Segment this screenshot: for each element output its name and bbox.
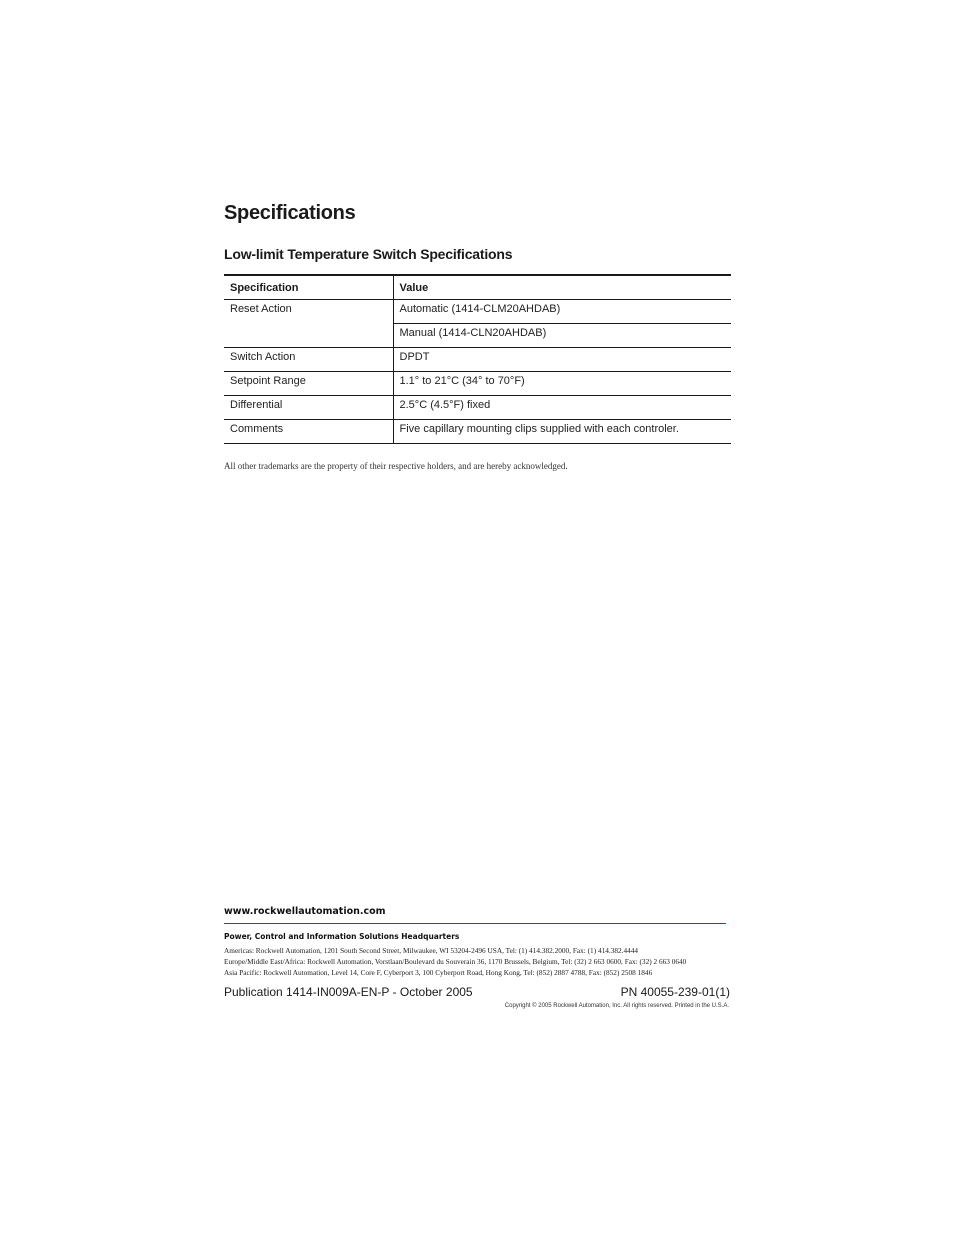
table-row bbox=[224, 372, 731, 396]
table-row bbox=[224, 396, 731, 420]
headquarters-title: Power, Control and Information Solutions Headquarters bbox=[224, 932, 460, 941]
value-cell: Manual (1414-CLN20AHDAB) bbox=[393, 324, 731, 348]
table-row bbox=[224, 348, 731, 372]
spec-table bbox=[224, 274, 731, 444]
footer-url-link[interactable]: www.rockwellautomation.com bbox=[224, 906, 386, 917]
spec-cell: Differential bbox=[224, 396, 393, 420]
copyright-notice: Copyright © 2005 Rockwell Automation, Inc. All rights reserved. Printed in the U.S.A. bbox=[504, 1003, 729, 1009]
column-header-specification: Specification bbox=[224, 275, 393, 300]
table-row bbox=[224, 420, 731, 444]
section-title: Low-limit Temperature Switch Specifications bbox=[224, 246, 513, 262]
page-title: Specifications bbox=[224, 202, 356, 224]
column-header-value: Value bbox=[393, 275, 731, 300]
spec-cell: Reset Action bbox=[224, 300, 393, 348]
spec-cell: Setpoint Range bbox=[224, 372, 393, 396]
value-cell: 2.5°C (4.5°F) fixed bbox=[393, 396, 731, 420]
address-asia-pacific: Asia Pacific: Rockwell Automation, Level 14, Core F, Cyberport 3, 100 Cyberport Road, Hong Kong, Tel: (852) 2887 4788, Fax: (852) 2508 1846 bbox=[224, 968, 653, 977]
publication-number: Publication 1414-IN009A-EN-P - October 2005 bbox=[224, 985, 473, 999]
value-cell: Five capillary mounting clips supplied with each controler. bbox=[393, 420, 731, 444]
value-cell: 1.1° to 21°C (34° to 70°F) bbox=[393, 372, 731, 396]
spec-cell: Switch Action bbox=[224, 348, 393, 372]
table-row bbox=[224, 300, 731, 324]
footer-divider bbox=[224, 923, 726, 924]
part-number: PN 40055-239-01(1) bbox=[620, 985, 730, 999]
address-americas: Americas: Rockwell Automation, 1201 South Second Street, Milwaukee, WI 53204-2496 USA, Tel: (1) 414.382.2000, Fax: (1) 414.382.4444 bbox=[224, 946, 639, 955]
spec-cell: Comments bbox=[224, 420, 393, 444]
trademark-note: All other trademarks are the property of their respective holders, and are hereby acknowledged. bbox=[224, 461, 568, 471]
value-cell: DPDT bbox=[393, 348, 731, 372]
address-europe: Europe/Middle East/Africa: Rockwell Automation, Vorstlaan/Boulevard du Souverain 36, 1170 Brussels, Belgium, Tel: (32) 2 663 0600, Fax: (32) 2 663 0640 bbox=[224, 957, 687, 966]
table-header-row bbox=[224, 275, 731, 300]
value-cell: Automatic (1414-CLM20AHDAB) bbox=[393, 300, 731, 324]
